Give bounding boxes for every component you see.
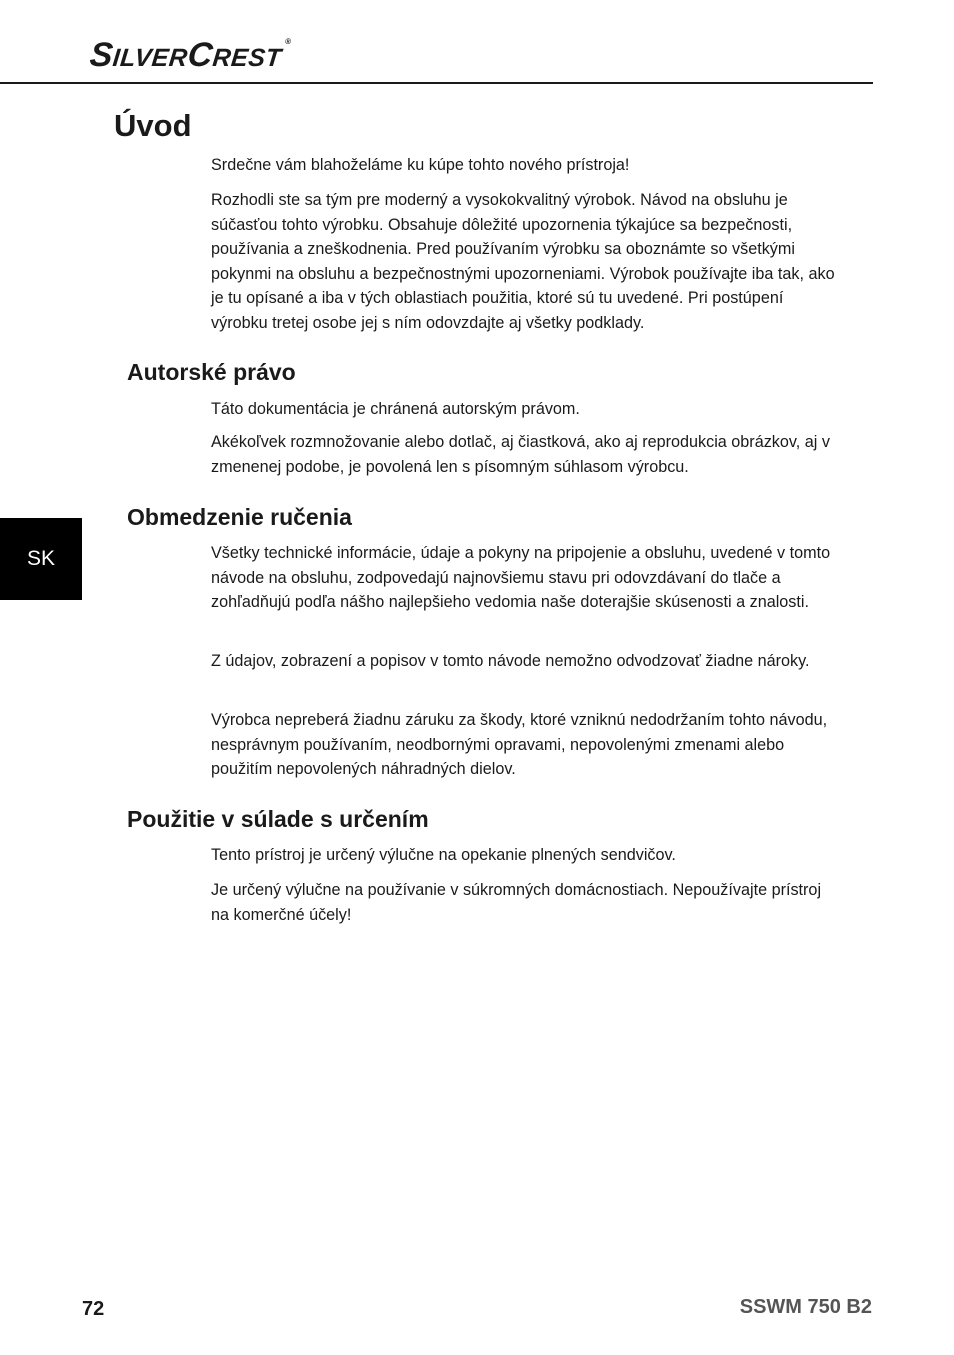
- intended-use-paragraph: Tento prístroj je určený výlučne na opekanie plnených sendvičov.: [211, 846, 676, 864]
- section-title-intro: Úvod: [114, 108, 192, 143]
- copyright-paragraph: Akékoľvek rozmnožovanie alebo dotlač, aj čiastková, ako aj reprodukcia obrázkov, aj v zmenenej podobe, je povolená len s písomným súhlasom výrobcu.: [211, 433, 830, 476]
- copyright-paragraph: Táto dokumentácia je chránená autorským právom.: [211, 400, 580, 418]
- language-tab: [0, 518, 82, 600]
- liability-paragraph: Z údajov, zobrazení a popisov v tomto návode nemožno odvodzovať žiadne nároky.: [211, 652, 810, 670]
- language-tab-label: SK: [26, 547, 55, 570]
- section-title-copyright: Autorské právo: [127, 359, 296, 385]
- intro-paragraph: Rozhodli ste sa tým pre moderný a vysokokvalitný výrobok. Návod na obsluhu je súčasťou tohto výrobku. Obsahuje dôležité upozornenia týkajúce sa bezpečnosti, používania a zneškodnenia. Pred používaním výrobku sa oboznámte so všetkými pokynmi na obsluhu a bezpečnostnými upozorneniami. Výrobok používajte iba tak, ako je tu opísané a iba v tých oblastiach použitia, ktoré sú tu uvedené. Pri postúpení výrobku tretej osobe jej s ním odovzdajte aj všetky podklady.: [211, 191, 835, 332]
- liability-paragraph: Výrobca nepreberá žiadnu záruku za škody, ktoré vzniknú nedodržaním tohto návodu, nesprávnym používaním, neodbornými opravami, nepovolenými zmenami alebo použitím nepovolených náhradných dielov.: [211, 711, 828, 779]
- intro-paragraph: Srdečne vám blahoželáme ku kúpe tohto nového prístroja!: [211, 156, 630, 174]
- liability-paragraph: Všetky technické informácie, údaje a pokyny na pripojenie a obsluhu, uvedené v tomto návode na obsluhu, zodpovedajú najnovšiemu stavu pri odovzdávaní do tlače a zohľadňujú podľa nášho najlepšieho vedomia naše doterajšie skúsenosti a znalosti.: [211, 544, 831, 612]
- brand-logo: [88, 38, 292, 72]
- header-divider: [0, 82, 873, 84]
- brand-logo-part: S: [88, 36, 116, 74]
- intended-use-paragraph: Je určený výlučne na používanie v súkromných domácnostiach. Nepoužívajte prístroj na komerčné účely!: [211, 881, 822, 924]
- registered-mark: ®: [284, 37, 292, 46]
- section-title-intended-use: Použitie v súlade s určením: [127, 806, 429, 832]
- brand-logo-part: ILVER: [111, 44, 190, 72]
- section-title-liability: Obmedzenie ručenia: [127, 504, 352, 530]
- brand-logo-part: C: [185, 36, 215, 74]
- model-number: SSWM 750 B2: [739, 1296, 872, 1318]
- brand-logo-part: REST: [211, 44, 283, 72]
- page-number: 72: [82, 1298, 105, 1320]
